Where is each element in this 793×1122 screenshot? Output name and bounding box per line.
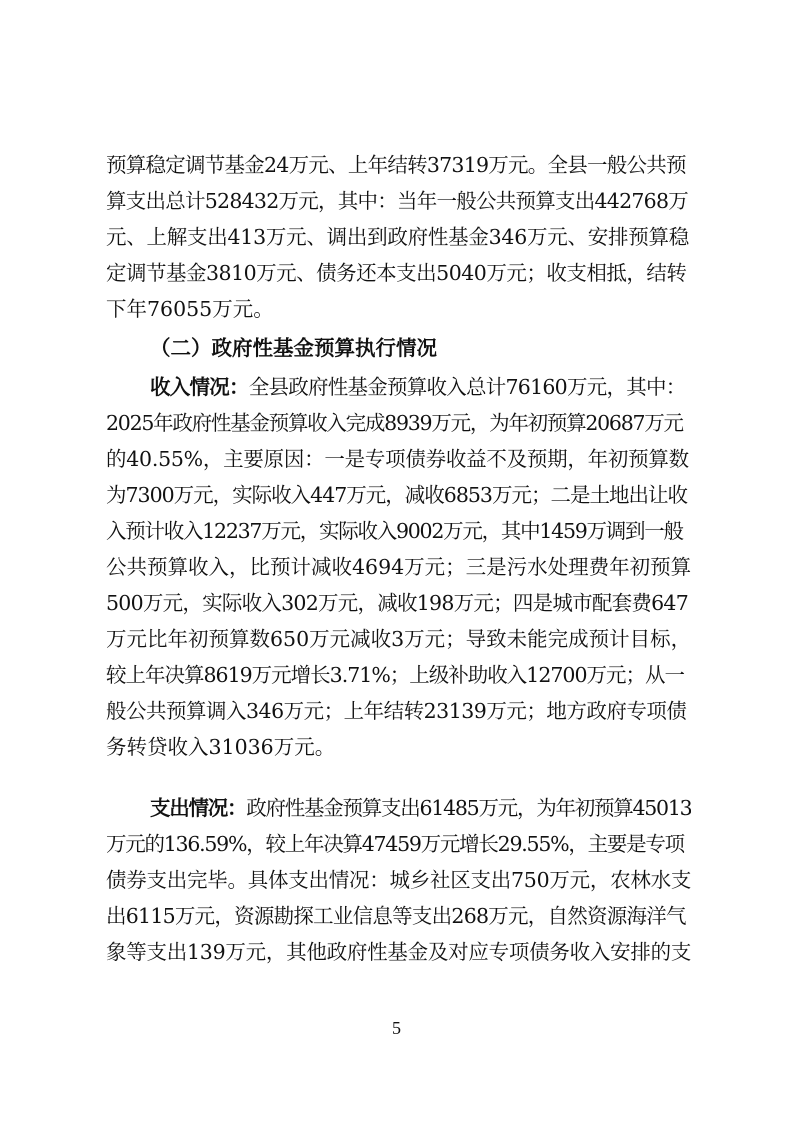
section-heading: （二）政府性基金预算执行情况 bbox=[150, 336, 437, 360]
text-line: 万元的136.59%，较上年决算47459万元增长29.55%，主要是专项 bbox=[106, 832, 684, 856]
text-line: 象等支出139万元，其他政府性基金及对应专项债务收入安排的支 bbox=[106, 940, 691, 964]
text-line: 元、上解支出413万元、调出到政府性基金346万元、安排预算稳 bbox=[106, 225, 690, 249]
page-number: 5 bbox=[392, 1018, 401, 1038]
expenditure-label: 支出情况： bbox=[150, 796, 247, 820]
income-first-text: 全县政府性基金预算收入总计76160万元，其中： bbox=[248, 375, 686, 399]
text-line: 务转贷收入31036万元。 bbox=[106, 735, 336, 759]
income-label: 收入情况： bbox=[150, 375, 249, 399]
expenditure-first-text: 政府性基金预算支出61485万元，为年初预算45013 bbox=[246, 796, 691, 820]
text-line: 下年76055万元。 bbox=[106, 297, 274, 321]
text-line: 出6115万元，资源勘探工业信息等支出268万元，自然资源海洋气 bbox=[106, 904, 686, 928]
text-line: 定调节基金3810万元、债务还本支出5040万元；收支相抵，结转 bbox=[106, 261, 687, 285]
text-line: 入预计收入12237万元，实际收入9002万元，其中1459万调到一般 bbox=[106, 519, 683, 543]
text-line: 预算稳定调节基金24万元、上年结转37319万元。全县一般公共预 bbox=[106, 153, 686, 177]
expenditure-first-line bbox=[150, 793, 691, 823]
text-line: 债券支出完毕。具体支出情况：城乡社区支出750万元，农林水支 bbox=[106, 868, 691, 892]
text-line: 500万元，实际收入302万元，减收198万元；四是城市配套费647 bbox=[106, 591, 689, 615]
text-line: 公共预算收入，比预计减收4694万元；三是污水处理费年初预算 bbox=[106, 555, 691, 579]
income-first-line bbox=[150, 372, 691, 402]
text-line: 较上年决算8619万元增长3.71%；上级补助收入12700万元；从一 bbox=[106, 663, 685, 687]
text-line: 2025年政府性基金预算收入完成8939万元，为年初预算20687万元 bbox=[106, 411, 683, 435]
text-line: 为7300万元，实际收入447万元，减收6853万元；二是土地出让收 bbox=[106, 483, 687, 507]
text-line: 般公共预算调入346万元；上年结转23139万元；地方政府专项债 bbox=[106, 699, 687, 723]
text-line: 万元比年初预算数650万元减收3万元；导致未能完成预计目标， bbox=[106, 627, 691, 651]
text-line: 算支出总计528432万元，其中：当年一般公共预算支出442768万 bbox=[106, 189, 689, 213]
text-line: 的40.55%，主要原因：一是专项债券收益不及预期，年初预算数 bbox=[106, 447, 689, 471]
